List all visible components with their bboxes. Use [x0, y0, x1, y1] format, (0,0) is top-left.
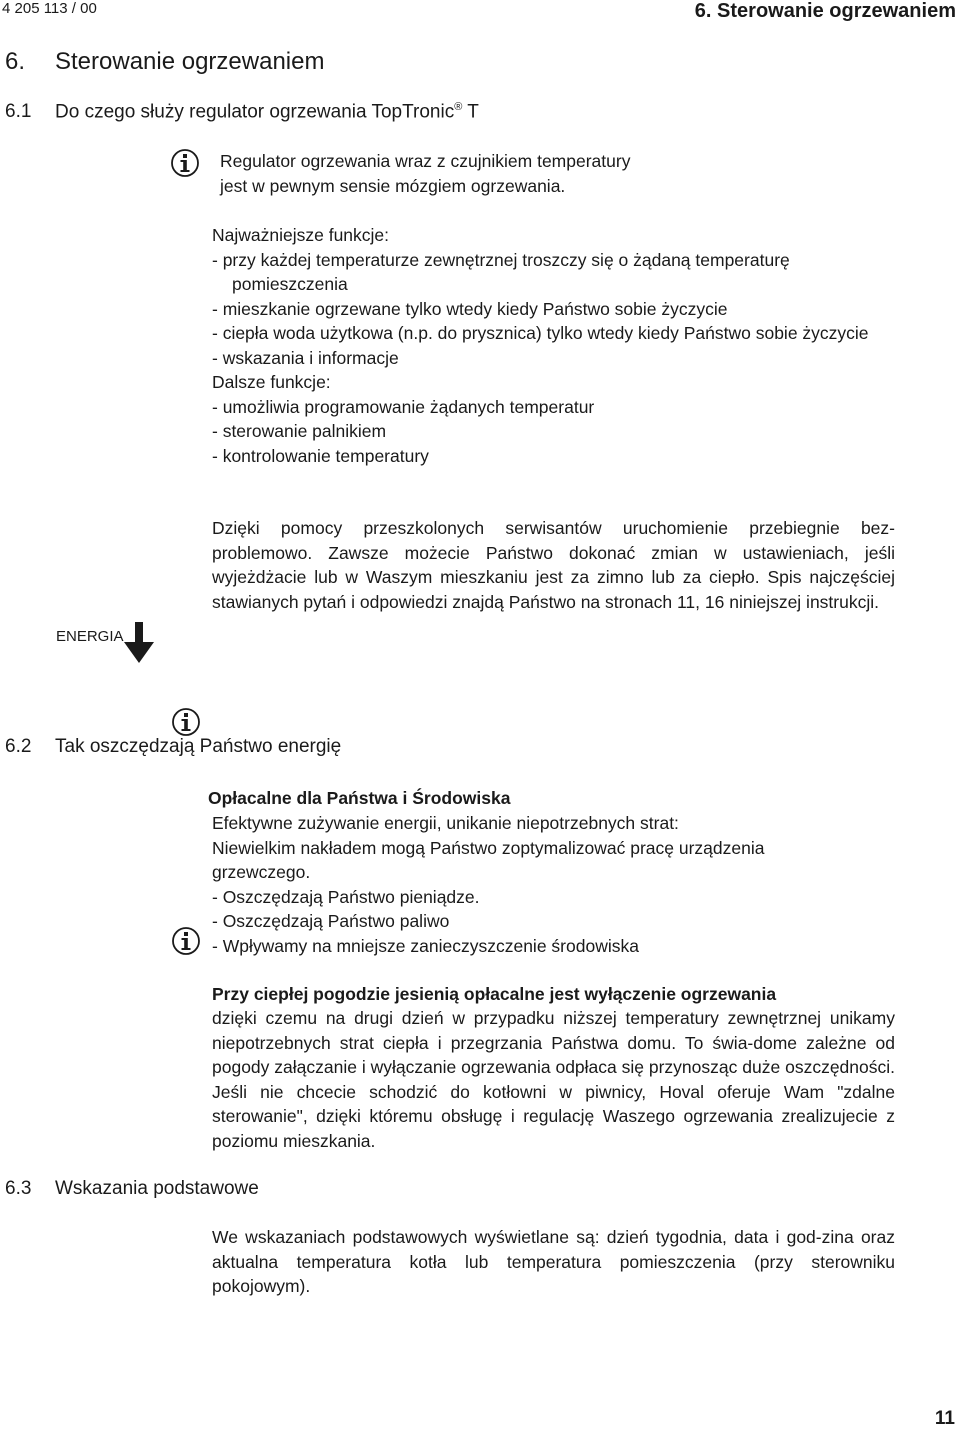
- functions-heading: Najważniejsze funkcje:: [212, 225, 390, 245]
- basic-display-paragraph: We wskazaniach podstawowych wyświetlane są: dzień tygodnia, data i god-zina oraz aktualna temperatura kotła lub temperatura pomieszczenia (przy sterowniku pokojowym).: [212, 1227, 895, 1296]
- autumn-heading: Przy ciepłej pogodzie jesienią opłacalne jest wyłączenie ogrzewania: [212, 984, 777, 1004]
- intro-line: jest w pewnym sensie mózgiem ogrzewania.: [220, 175, 566, 196]
- list-item: - przy każdej temperaturze zewnętrznej troszczy się o żądaną temperaturę pomieszczenia: [212, 249, 790, 294]
- info-icon: [171, 926, 201, 956]
- document-number: 4 205 113 / 00: [2, 0, 97, 17]
- list-item: - mieszkanie ogrzewane tylko wtedy kiedy Państwo sobie życzycie: [212, 298, 728, 319]
- functions-block: [212, 223, 902, 468]
- list-item: - Oszczędzają Państwo paliwo: [212, 911, 450, 931]
- section-title-suffix: T: [462, 101, 479, 123]
- info-icon: [171, 707, 201, 737]
- list-item: - Oszczędzają Państwo pieniądze.: [212, 886, 480, 907]
- savings-heading: Opłacalne dla Państwa i Środowiska: [208, 788, 511, 808]
- section-6-3-heading: [5, 1178, 259, 1200]
- autumn-paragraph: dzięki czemu na drugi dzień w przypadku niższej temperatury zewnętrznej unikamy niepotrzebnych strat ciepła i przegrzania Państwa domu. To świa-dome zależne od pogody załączanie i wyłączanie ogrzewania odpłaca się przynosząc duże oszczędności. Jeśli nie chcecie schodzić do kotłowni w piwnicy, Hoval oferuje Wam "zdalne sterowanie", dzięki któremu obsługę i regulację Waszego ogrzewania zrealizujecie z poziomu mieszkania.: [212, 1008, 895, 1151]
- more-functions-heading: Dalsze funkcje:: [212, 372, 331, 392]
- list-item: - kontrolowanie temperatury: [212, 445, 429, 466]
- list-item: - umożliwia programowanie żądanych temperatur: [212, 396, 595, 417]
- section-number: 6.3: [5, 1178, 32, 1199]
- list-item: - Wpływamy na mniejsze zanieczyszczenie środowiska: [212, 935, 639, 956]
- list-item: - ciepła woda użytkowa (n.p. do prysznica) tylko wtedy kiedy Państwo sobie życzycie: [212, 323, 869, 343]
- running-header: 6. Sterowanie ogrzewaniem: [694, 0, 956, 22]
- savings-block: [212, 811, 772, 958]
- section-6-1-heading: [5, 101, 479, 123]
- intro-text: [220, 149, 740, 198]
- section-title: Do czego służy regulator ogrzewania TopTronic: [55, 101, 455, 123]
- section-6-2-heading: [5, 736, 341, 758]
- section-title: Wskazania podstawowe: [55, 1178, 259, 1199]
- list-item: - sterowanie palnikiem: [212, 421, 387, 441]
- energia-label: ENERGIA: [56, 628, 124, 645]
- savings-intro-2: Niewielkim nakładem mogą Państwo zoptymalizować pracę urządzenia grzewczego.: [212, 837, 765, 882]
- section-6-heading: [5, 48, 324, 76]
- section-number: 6.: [5, 48, 26, 75]
- info-icon: [170, 148, 200, 178]
- page-number: 11: [934, 1408, 955, 1429]
- down-arrow-icon: [122, 622, 156, 664]
- list-item: - wskazania i informacje: [212, 347, 399, 368]
- section-title: Sterowanie ogrzewaniem: [55, 48, 325, 75]
- registered-mark: ®: [454, 101, 463, 113]
- savings-intro: Efektywne zużywanie energii, unikanie niepotrzebnych strat:: [212, 813, 679, 833]
- service-paragraph: Dzięki pomocy przeszkolonych serwisantów uruchomienie przebiegnie bez-problemowo. Zawsze możecie Państwo dokonać zmian w ustawieniach, jeśli wyjeżdżacie lub w Waszym mieszkaniu jest za zimno lub za ciepło. Spis najczęściej stawianych pytań i odpowiedzi znajdą Państwo na stronach 11, 16 niniejszej instrukcji.: [212, 518, 895, 612]
- intro-line: Regulator ogrzewania wraz z czujnikiem temperatury: [220, 151, 631, 171]
- section-title: Tak oszczędzają Państwo energię: [55, 736, 342, 757]
- section-number: 6.2: [5, 736, 32, 757]
- section-number: 6.1: [5, 101, 32, 123]
